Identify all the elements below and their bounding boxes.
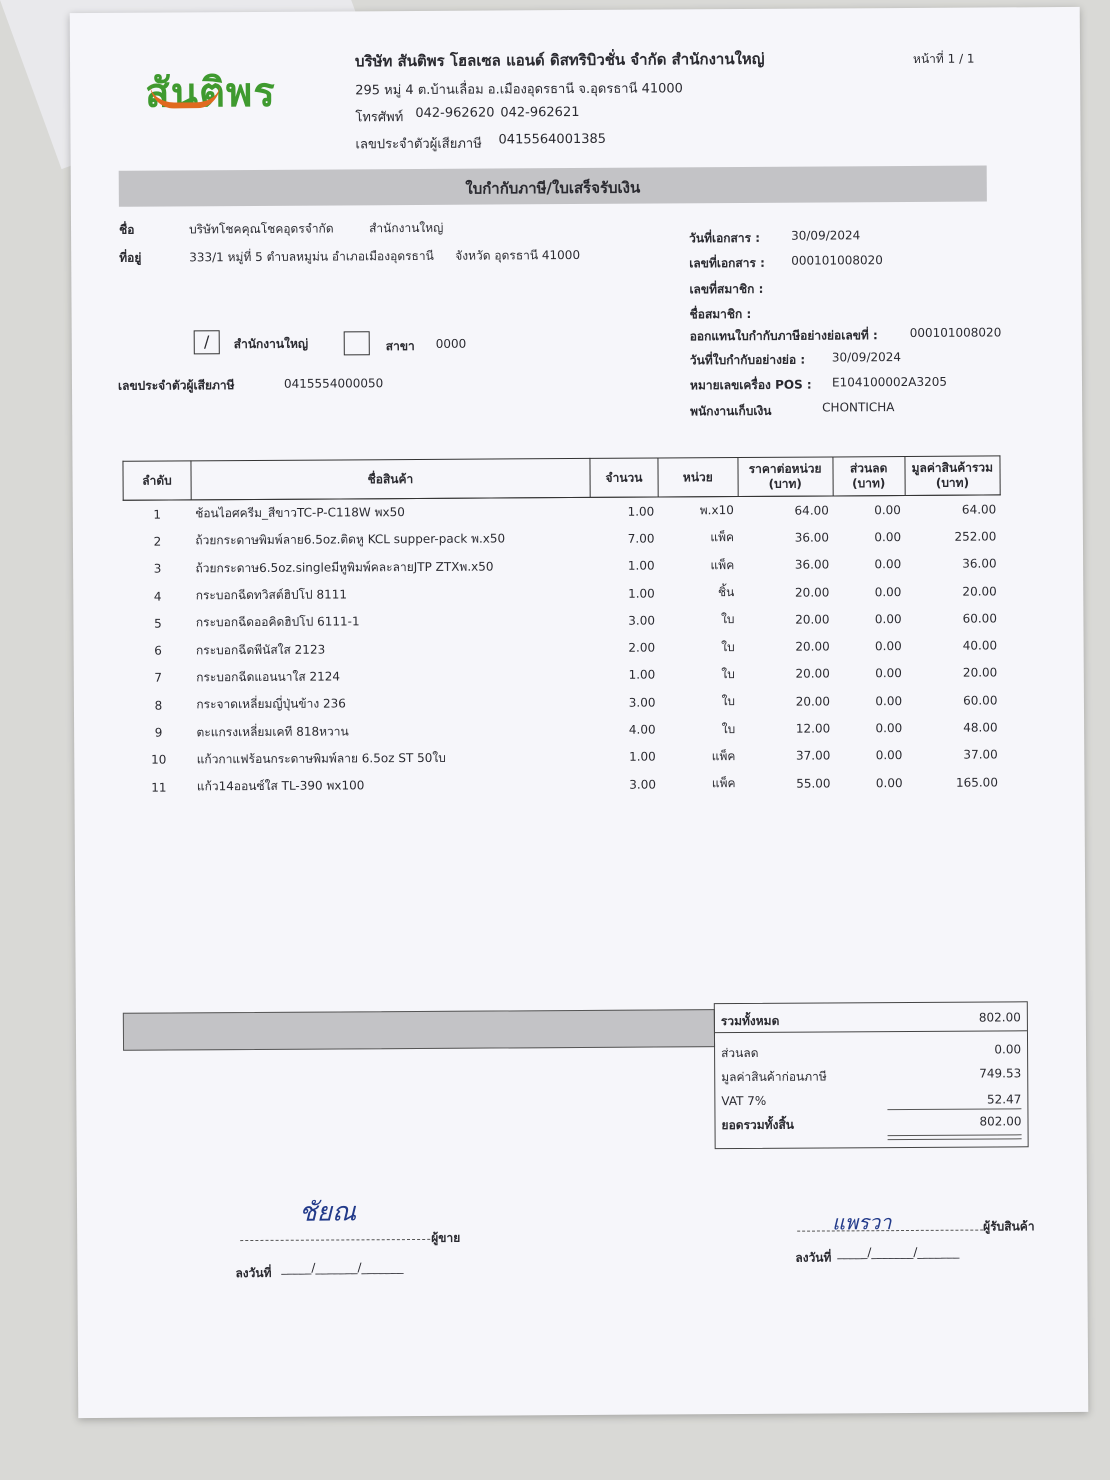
member-no-label: เลขที่สมาชิก : [689, 281, 764, 297]
summary-total-row [721, 1010, 1021, 1031]
row-price: 36.00 [794, 557, 830, 572]
doc-date: 30/09/2024 [791, 228, 861, 243]
pretax-label: มูลค่าสินค้าก่อนภาษี [721, 1069, 827, 1085]
items-table [122, 455, 1002, 801]
summary-box [714, 1001, 1029, 1149]
branch-checkbox[interactable] [344, 331, 370, 355]
hq-checkbox[interactable]: / [194, 330, 220, 354]
row-qty: 7.00 [627, 531, 655, 546]
customer-taxid: 0415554000050 [283, 376, 384, 391]
summary-discount-row [721, 1042, 1021, 1063]
row-no: 9 [154, 725, 163, 740]
row-total: 48.00 [963, 720, 998, 735]
row-unit: ใบ [721, 694, 736, 709]
row-no: 2 [153, 534, 162, 549]
row-name: กระบอกฉีดพีนัสใส 2123 [195, 642, 326, 657]
row-discount: 0.00 [875, 748, 903, 763]
discount-value: 0.00 [994, 1042, 1022, 1057]
row-unit: แพ็ค [711, 776, 736, 791]
row-qty: 1.00 [628, 667, 656, 683]
total-label: รวมทั้งหมด [720, 1013, 780, 1029]
customer-address: 333/1 หมู่ที่ 5 ตำบลหมูม่น อำเภอเมืองอุดรธานี [189, 248, 434, 265]
document-title: ใบกำกับภาษี/ใบเสร็จรับเงิน [465, 178, 641, 198]
row-total: 20.00 [962, 665, 998, 681]
row-qty: 3.00 [628, 695, 656, 710]
row-qty: 1.00 [629, 749, 656, 765]
header-name: ชื่อสินค้า [191, 458, 590, 499]
header-price: ราคาต่อหน่วย (บาท) [738, 457, 833, 497]
customer-name-label: ชื่อ [119, 222, 135, 237]
row-total: 252.00 [954, 529, 997, 544]
row-total: 20.00 [962, 583, 997, 599]
row-unit: ใบ [721, 666, 735, 682]
summary-bar [123, 1009, 715, 1051]
row-unit: แพ็ค [710, 557, 735, 572]
row-unit: ชิ้น [717, 585, 735, 600]
row-unit: ใบ [721, 721, 736, 736]
grand-total-label: ยอดรวมทั้งสิ้น [721, 1117, 794, 1133]
row-name: กระจาดเหลี่ยมญี่ปุ่นข้าง 236 [196, 696, 346, 712]
grand-total-rule-2 [888, 1138, 1022, 1140]
row-price: 36.00 [794, 530, 830, 545]
row-no: 4 [153, 589, 162, 604]
row-name: กระบอกฉีดทวิสต์ฮิปโป 8111 [195, 587, 348, 603]
row-total: 165.00 [955, 775, 998, 790]
company-taxid: 0415564001385 [498, 131, 607, 148]
row-total: 64.00 [961, 502, 997, 517]
row-no: 11 [151, 780, 167, 795]
row-unit: แพ็ค [710, 530, 735, 545]
summary-vat-row [721, 1092, 1021, 1108]
abbr-date: 30/09/2024 [831, 350, 902, 365]
row-qty: 1.00 [627, 558, 655, 573]
row-name: ถ้วยกระดาษ6.5oz.singleมีหูพิมพ์คละลายJTP ZTXพ.x50 [195, 559, 494, 576]
row-qty: 1.00 [628, 586, 655, 601]
row-qty: 4.00 [628, 722, 656, 737]
row-price: 55.00 [796, 776, 831, 791]
row-name: แก้วกาแฟร้อนกระดาษพิมพ์ลาย 6.5oz ST 50ใบ [196, 750, 446, 767]
company-phone-label: โทรศัพท์ [355, 110, 404, 126]
table-row [125, 768, 1002, 801]
header-unit: หน่วย [658, 458, 738, 497]
row-discount: 0.00 [874, 557, 902, 572]
buyer-date-label: ลงวันที่ [795, 1250, 832, 1265]
row-name: ตะแกรงเหลี่ยมเคที 818หวาน [196, 723, 349, 739]
vat-label: VAT 7% [721, 1093, 767, 1109]
pos-number: E104100002A3205 [831, 374, 948, 390]
company-phone-1: 042-962620 [415, 105, 495, 121]
company-taxid-label: เลขประจำตัวผู้เสียภาษี [355, 136, 482, 153]
seller-date-label: ลงวันที่ [235, 1265, 272, 1281]
invoice-page [70, 7, 1089, 1418]
seller-date-blank: _____/_______/_______ [281, 1260, 404, 1275]
cashier-name: CHONTICHA [822, 400, 895, 415]
row-price: 20.00 [795, 666, 830, 682]
row-no: 10 [151, 752, 167, 767]
row-price: 20.00 [795, 612, 830, 627]
customer-address-label: ที่อยู่ [119, 250, 142, 265]
doc-no-label: เลขที่เอกสาร : [689, 255, 765, 271]
row-discount: 0.00 [874, 639, 902, 654]
header-no: ลำดับ [123, 461, 191, 500]
row-price: 20.00 [794, 584, 830, 600]
row-qty: 3.00 [629, 777, 656, 792]
row-qty: 3.00 [628, 613, 655, 628]
row-price: 20.00 [795, 639, 830, 654]
cashier-label: พนักงานเก็บเงิน [690, 403, 772, 419]
row-total: 40.00 [962, 638, 998, 653]
customer-name: บริษัทโชคคุณโชคอุดรจำกัด [188, 221, 334, 237]
row-discount: 0.00 [874, 611, 902, 627]
row-total: 60.00 [963, 693, 998, 708]
row-discount: 0.00 [875, 721, 903, 736]
seller-signature-line [240, 1239, 430, 1241]
row-discount: 0.00 [874, 584, 902, 599]
row-price: 37.00 [795, 748, 831, 763]
row-price: 20.00 [795, 694, 831, 709]
row-qty: 2.00 [628, 640, 656, 655]
row-name: กระบอกฉีดออคิดฮิปโป 6111-1 [195, 614, 360, 630]
row-no: 3 [153, 561, 162, 576]
grand-total-top-rule [887, 1108, 1021, 1110]
row-discount: 0.00 [875, 775, 903, 790]
row-price: 12.00 [795, 721, 831, 736]
page-number: หน้าที่ 1 / 1 [912, 51, 975, 66]
seller-label: ผู้ขาย [431, 1230, 461, 1245]
header-qty: จำนวน [590, 458, 658, 497]
buyer-label: ผู้รับสินค้า [983, 1219, 1035, 1234]
company-name: บริษัท สันติพร โฮลเซล แอนด์ ดิสทริบิวชั่น จำกัด สำนักงานใหญ่ [354, 49, 765, 71]
row-discount: 0.00 [874, 502, 901, 517]
company-logo: สันติพร [145, 69, 276, 117]
company-phone-2: 042-962621 [500, 104, 580, 121]
company-address: 295 หมู่ 4 ต.บ้านเลื่อม อ.เมืองอุดรธานี จ.อุดรธานี 41000 [355, 81, 683, 99]
member-name-label: ชื่อสมาชิก : [689, 306, 752, 322]
pos-label: หมายเลขเครื่อง POS : [689, 377, 812, 393]
row-discount: 0.00 [875, 693, 903, 708]
table-header-row [123, 456, 1000, 500]
row-name: ช้อนไอศครีม_สีขาวTC-P-C118W พx50 [195, 505, 405, 521]
row-total: 37.00 [963, 747, 998, 762]
row-no: 1 [153, 507, 162, 522]
row-total: 60.00 [962, 611, 997, 626]
row-name: กระบอกฉีดแอนนาใส 2124 [196, 669, 341, 685]
customer-branch-text: สำนักงานใหญ่ [368, 220, 444, 236]
row-discount: 0.00 [874, 529, 902, 545]
row-discount: 0.00 [875, 666, 902, 681]
row-name: ถ้วยกระดาษพิมพ์ลาย6.5oz.ติดหู KCL supper-pack พ.x50 [195, 531, 506, 548]
row-no: 5 [154, 616, 162, 631]
vat-value: 52.47 [986, 1092, 1022, 1107]
abbr-date-label: วันที่ใบกำกับอย่างย่อ : [689, 352, 806, 368]
customer-taxid-label: เลขประจำตัวผู้เสียภาษี [117, 378, 235, 393]
row-unit: ใบ [721, 639, 735, 654]
doc-no: 000101008020 [791, 253, 883, 268]
row-unit: ใบ [721, 612, 735, 627]
branch-label: สาขา [385, 338, 415, 354]
row-name: แก้ว14ออนซ์ใส TL-390 พx100 [196, 778, 365, 794]
replace-label: ออกแทนใบกำกับภาษีอย่างย่อเลขที่ : [689, 328, 878, 344]
hq-label: สำนักงานใหญ่ [233, 336, 309, 352]
summary-grand-row [721, 1114, 1021, 1135]
row-total: 36.00 [962, 556, 997, 571]
row-no: 6 [154, 643, 162, 658]
header-total: มูลค่าสินค้ารวม (บาท) [905, 456, 1001, 496]
doc-date-label: วันที่เอกสาร : [689, 230, 761, 246]
grand-total-value: 802.00 [979, 1114, 1022, 1129]
row-unit: แพ็ค [711, 748, 736, 764]
buyer-signature: แพรวา [832, 1210, 892, 1235]
grand-total-rule-1 [888, 1134, 1022, 1136]
discount-label: ส่วนลด [721, 1045, 759, 1061]
seller-signature: ชัยณ [298, 1197, 357, 1228]
header-discount: ส่วนลด (บาท) [833, 457, 905, 496]
row-unit: พ.x10 [699, 503, 734, 518]
branch-number: 0000 [435, 336, 467, 351]
row-no: 8 [154, 698, 163, 713]
replace-no: 000101008020 [909, 325, 1002, 340]
pretax-value: 749.53 [979, 1066, 1022, 1081]
row-qty: 1.00 [627, 504, 655, 519]
row-no: 7 [154, 670, 163, 686]
buyer-date-blank: _____/_______/_______ [837, 1244, 960, 1260]
customer-province: จังหวัด อุดรธานี 41000 [455, 247, 581, 263]
total-value: 802.00 [978, 1010, 1021, 1025]
summary-pretax-row [721, 1066, 1021, 1087]
row-price: 64.00 [794, 503, 829, 518]
